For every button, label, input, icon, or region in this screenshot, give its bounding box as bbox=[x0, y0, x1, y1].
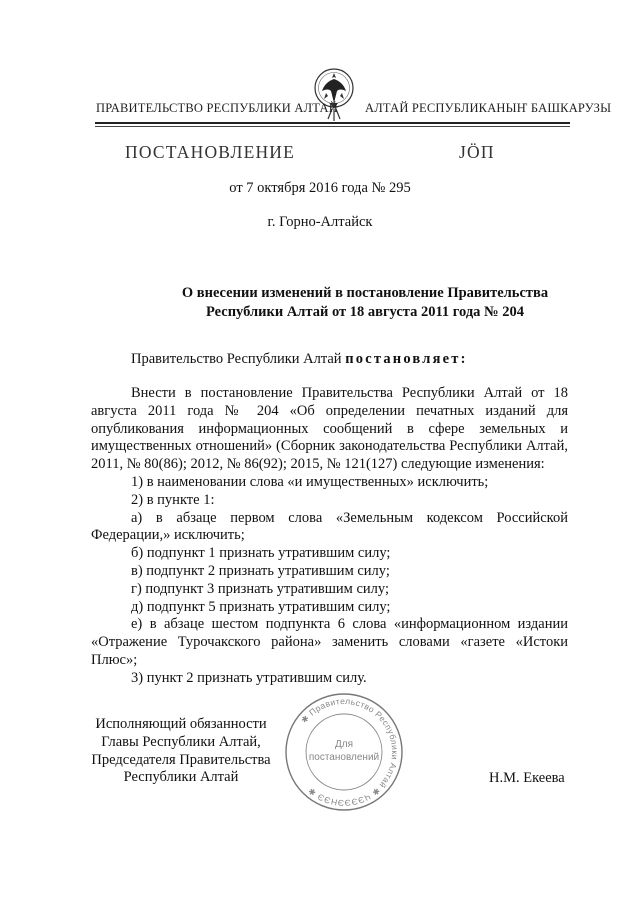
signature-line-3: Председателя Правительства bbox=[91, 751, 271, 768]
body-item-2e: д) подпункт 5 признать утратившим силу; bbox=[131, 598, 391, 615]
decree-prefix: Правительство Республики Алтай bbox=[131, 351, 342, 367]
document-date: от 7 октября 2016 года № 295 bbox=[229, 180, 411, 196]
org-name-altai: АЛТАЙ РЕСПУБЛИКАНЫҤ БАШКАРУЗЫ bbox=[365, 101, 612, 115]
signature-line-4: Республики Алтай bbox=[123, 769, 239, 786]
doc-type-russian: ПОСТАНОВЛЕНИЕ bbox=[125, 142, 296, 162]
document-body bbox=[91, 385, 568, 688]
body-intro: Внести в постановление Правительства Республики Алтай от 18 августа 2011 года № 204 «Об определении печатных изданий для опубликования информационных сообщений в сфере земельных и имущественных отношений» (Сборник законодательства Республики Алтай, 2011, № 80(86); 2012, № 86(92); 2015, № 121(127) следующие изменения: bbox=[91, 385, 568, 473]
header-rule-thin bbox=[95, 126, 570, 127]
body-item-2d: г) подпункт 3 признать утратившим силу; bbox=[131, 580, 389, 597]
document-title bbox=[130, 284, 600, 322]
signature-line-2: Главы Республики Алтай, bbox=[101, 733, 261, 750]
official-stamp bbox=[282, 690, 406, 814]
stamp-center-line-2: постановлений bbox=[308, 752, 380, 763]
header-rule-thick bbox=[95, 122, 570, 124]
body-item-2: 2) в пункте 1: bbox=[131, 491, 215, 508]
doc-type-altai: JÖП bbox=[459, 142, 495, 162]
document-city: г. Горно-Алтайск bbox=[267, 214, 373, 230]
svg-text:✱ Правительство Республики Алт: ✱ Правительство Республики Алтай ✱ ЧЭЭЭЭНЭЭ ✱ bbox=[298, 695, 401, 809]
title-line-2: Республики Алтай от 18 августа 2011 года № 204 bbox=[205, 304, 525, 320]
signature-line-1: Исполняющий обязанности bbox=[95, 716, 267, 732]
body-item-2b: б) подпункт 1 признать утратившим силу; bbox=[131, 545, 391, 562]
org-name-russian: ПРАВИТЕЛЬСТВО РЕСПУБЛИКИ АЛТАЙ bbox=[96, 101, 338, 115]
decree-verb: постановляет: bbox=[345, 351, 468, 367]
body-item-1: 1) в наименовании слова «и имущественных» исключить; bbox=[131, 473, 489, 490]
signature-block bbox=[86, 716, 276, 787]
body-item-2a: а) в абзаце первом слова «Земельным кодексом Российской Федерации,» исключить; bbox=[91, 509, 568, 544]
body-item-2f: е) в абзаце шестом подпункта 6 слова «информационном издании «Отражение Турочакского района» заменить словами «газете «Истоки Плюс»; bbox=[91, 616, 568, 668]
signer-name: Н.М. Екеева bbox=[489, 770, 565, 786]
decree-line bbox=[131, 351, 468, 368]
stamp-center-line-1: Для bbox=[334, 739, 354, 750]
title-line-1: О внесении изменений в постановление Правительства bbox=[181, 285, 549, 301]
body-item-3: 3) пункт 2 признать утратившим силу. bbox=[131, 669, 367, 686]
body-item-2c: в) подпункт 2 признать утратившим силу; bbox=[131, 562, 390, 579]
